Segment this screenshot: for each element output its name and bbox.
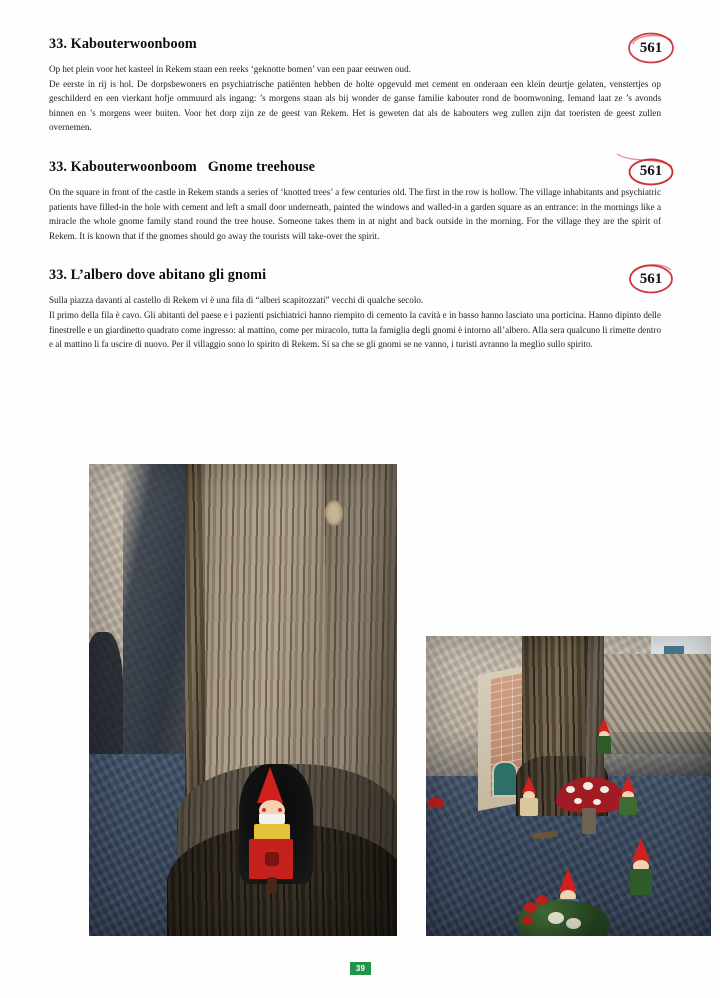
photo-gnome-door-and-mushroom [426, 636, 711, 936]
reference-badge-number: 561 [639, 162, 663, 179]
entry-lead-dutch: Op het plein voor het kasteel in Rekem staan een reeks ‘geknotte bomen’ van een paar eeuwen oud. [49, 64, 411, 75]
text-column [49, 36, 671, 352]
reference-badge-561-it [623, 261, 679, 297]
entry-dutch [49, 36, 671, 135]
page-number-badge: 39 [350, 962, 371, 975]
entry-paragraph-dutch: De eerste in rij is hol. De dorpsbewoners en psychiatrische patiënten hebben de holte opgevuld met cement en onderaan een klein deurtje gelaten, venstertjes op geschilderd en een vierkant hofje ommuurd als ingang: ’s morgens staan als bij wonder de ganse familie kabouter rond de boomwoning. Iemand laat ze ’s avonds binnen en ’s morgens weer buiten. Voor het dorp zijn ze de geest van Rekem. Het is geweten dat als de kabouters weg zullen zijn dat toeristen de geest zullen overnemen. [49, 78, 661, 133]
entry-english [49, 159, 671, 243]
entry-heading-main: 33. Kabouterwoonboom [49, 159, 197, 175]
entry-heading-italian [49, 267, 671, 284]
entry-italian [49, 267, 671, 351]
entry-heading-main: 33. L’albero dove abitano gli gnomi [49, 267, 267, 284]
entry-text-dutch [49, 62, 661, 135]
entry-heading-main: 33. Kabouterwoonboom [49, 36, 197, 52]
entry-paragraph-english: On the square in front of the castle in Rekem stands a series of ‘knotted trees’ a few centuries old. The first in the row is hollow. The village inhabitants and psychiatric patients have filled-in the hole with cement and left a small door underneath, painted the windows and walled-in a garden square as an entrance: in the mornings like a miracle the whole gnome family stand round the tree house. Someone takes them in at night and back outside in the morning. For the village they are the spirit of Rekem. It is known that if the gnomes should go away the tourists will take-over the spirit. [49, 187, 661, 241]
entry-heading-english [49, 159, 671, 176]
photo-group [49, 448, 671, 920]
entry-text-italian [49, 293, 661, 351]
photo-tree-trunk-gnome [89, 464, 397, 936]
entry-lead-italian: Sulla piazza davanti al castello di Rekem vi è una fila di “alberi scapitozzati” vecchi di qualche secolo. [49, 295, 424, 306]
entry-text-english [49, 185, 661, 243]
reference-badge-561-en [623, 153, 679, 189]
reference-badge-561-nl [623, 30, 679, 66]
entry-heading-sub: Gnome treehouse [207, 159, 316, 175]
reference-badge-number: 561 [639, 39, 663, 56]
entry-heading-dutch [49, 36, 671, 53]
reference-badge-number: 561 [639, 270, 663, 287]
entry-paragraph-italian: Il primo della fila è cavo. Gli abitanti del paese e i pazienti psichiatrici hanno riempito di cemento la cavità e in basso hanno lasciato una porticina. Hanno dipinto delle finestrelle e un giardinetto quadrato come ingresso: al mattino, come per miracolo, tutta la famiglia degli gnomi è intorno all’albero. Alla sera qualcuno li rimette dentro e al mattino li fa uscire di nuovo. Per il villaggio sono lo spirito di Rekem. Si sa che se gli gnomi se ne vanno, i turisti avranno la meglio sullo spirito. [49, 310, 661, 350]
